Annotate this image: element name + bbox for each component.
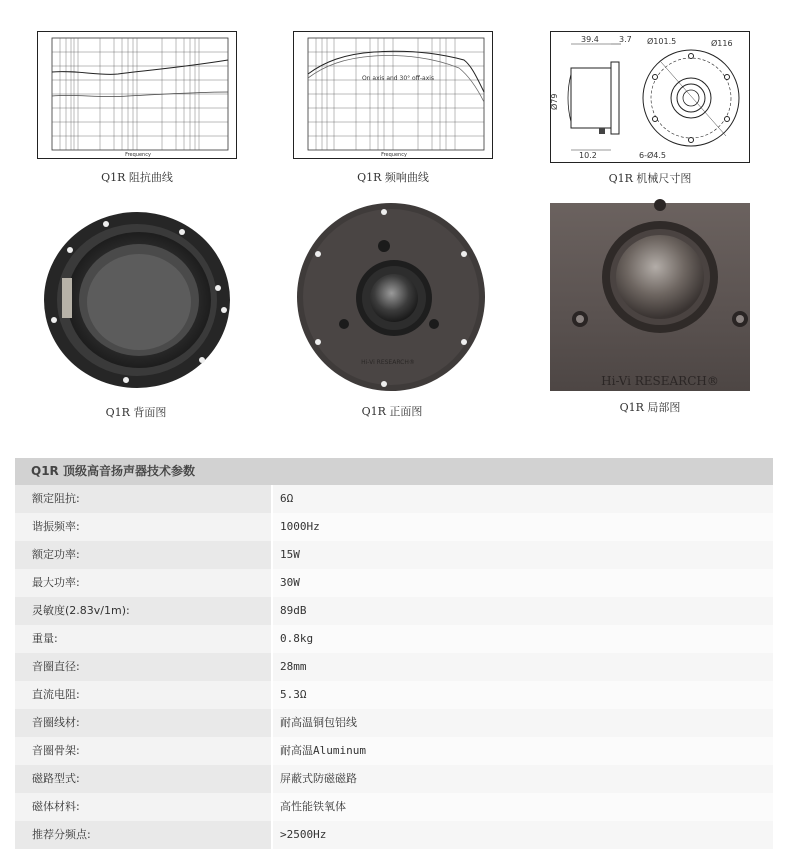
spec-label: 重量: [15,625,271,653]
response-chart-image[interactable] [293,31,493,159]
spec-label: 直流电阻: [15,681,271,709]
dim-hole-circle: Ø101.5 [647,37,677,46]
spec-row [15,821,773,849]
front-view-graphic [296,202,486,392]
response-axis-label: Frequency [381,152,407,158]
spec-value: 30W [273,569,773,597]
spec-rows [15,485,773,849]
dimension-caption: Q1R 机械尺寸图 [608,172,692,185]
dim-outer-diameter: Ø116 [711,39,733,48]
spec-row [15,653,773,681]
dim-body-diameter: Ø79 [550,93,559,110]
spec-row [15,513,773,541]
spec-row [15,569,773,597]
front-view-caption: Q1R 正面图 [361,405,423,418]
spec-value: 89dB [273,597,773,625]
spec-row [15,541,773,569]
spec-row [15,737,773,765]
dim-mount-holes: 6-Ø4.5 [639,151,666,160]
dim-flange: 3.7 [619,35,632,44]
impedance-chart-image[interactable] [37,31,237,159]
back-view-caption: Q1R 背面图 [105,406,167,419]
spec-value: 1000Hz [273,513,773,541]
spec-label: 磁路型式: [15,765,271,793]
spec-value: 15W [273,541,773,569]
impedance-caption: Q1R 阻抗曲线 [101,171,173,184]
spec-row [15,597,773,625]
dim-bottom: 10.2 [579,151,597,160]
spec-label: 音圈骨架: [15,737,271,765]
spec-value: >2500Hz [273,821,773,849]
spec-row [15,793,773,821]
dim-depth: 39.4 [581,35,599,44]
back-view-photo[interactable] [42,210,232,390]
dimension-drawing-graphic [551,32,749,162]
spec-value: 耐高温Aluminum [273,737,773,765]
spec-table [15,458,773,849]
spec-label: 额定阻抗: [15,485,271,513]
spec-label: 磁体材料: [15,793,271,821]
dimension-drawing-image[interactable] [550,31,750,163]
spec-label: 最大功率: [15,569,271,597]
impedance-chart-graphic [38,32,236,158]
spec-row [15,709,773,737]
spec-table-title: Q1R 顶级高音扬声器技术参数 [15,458,773,485]
detail-graphic [550,203,750,391]
detail-brand-print: Hi-Vi RESEARCH® [601,374,719,388]
spec-label: 音圈直径: [15,653,271,681]
spec-row [15,625,773,653]
spec-label: 额定功率: [15,541,271,569]
spec-value: 6Ω [273,485,773,513]
response-annotation: On axis and 30° off-axis [361,75,435,82]
response-chart-graphic [294,32,492,158]
spec-value: 耐高温铜包铝线 [273,709,773,737]
back-view-graphic [42,210,232,390]
impedance-axis-label: Frequency [125,152,151,158]
spec-label: 谐振频率: [15,513,271,541]
spec-row [15,765,773,793]
spec-row [15,681,773,709]
spec-row [15,485,773,513]
spec-label: 灵敏度(2.83v/1m): [15,597,271,625]
spec-value: 屏蔽式防磁磁路 [273,765,773,793]
spec-label: 音圈线材: [15,709,271,737]
spec-value: 高性能铁氧体 [273,793,773,821]
detail-caption: Q1R 局部图 [619,401,681,414]
front-view-photo[interactable] [296,202,486,392]
spec-value: 0.8kg [273,625,773,653]
spec-value: 28mm [273,653,773,681]
spec-value: 5.3Ω [273,681,773,709]
front-brand-print: Hi-Vi RESEARCH® [361,359,415,366]
spec-label: 推荐分频点: [15,821,271,849]
response-caption: Q1R 频响曲线 [357,171,429,184]
detail-photo[interactable] [550,203,750,391]
